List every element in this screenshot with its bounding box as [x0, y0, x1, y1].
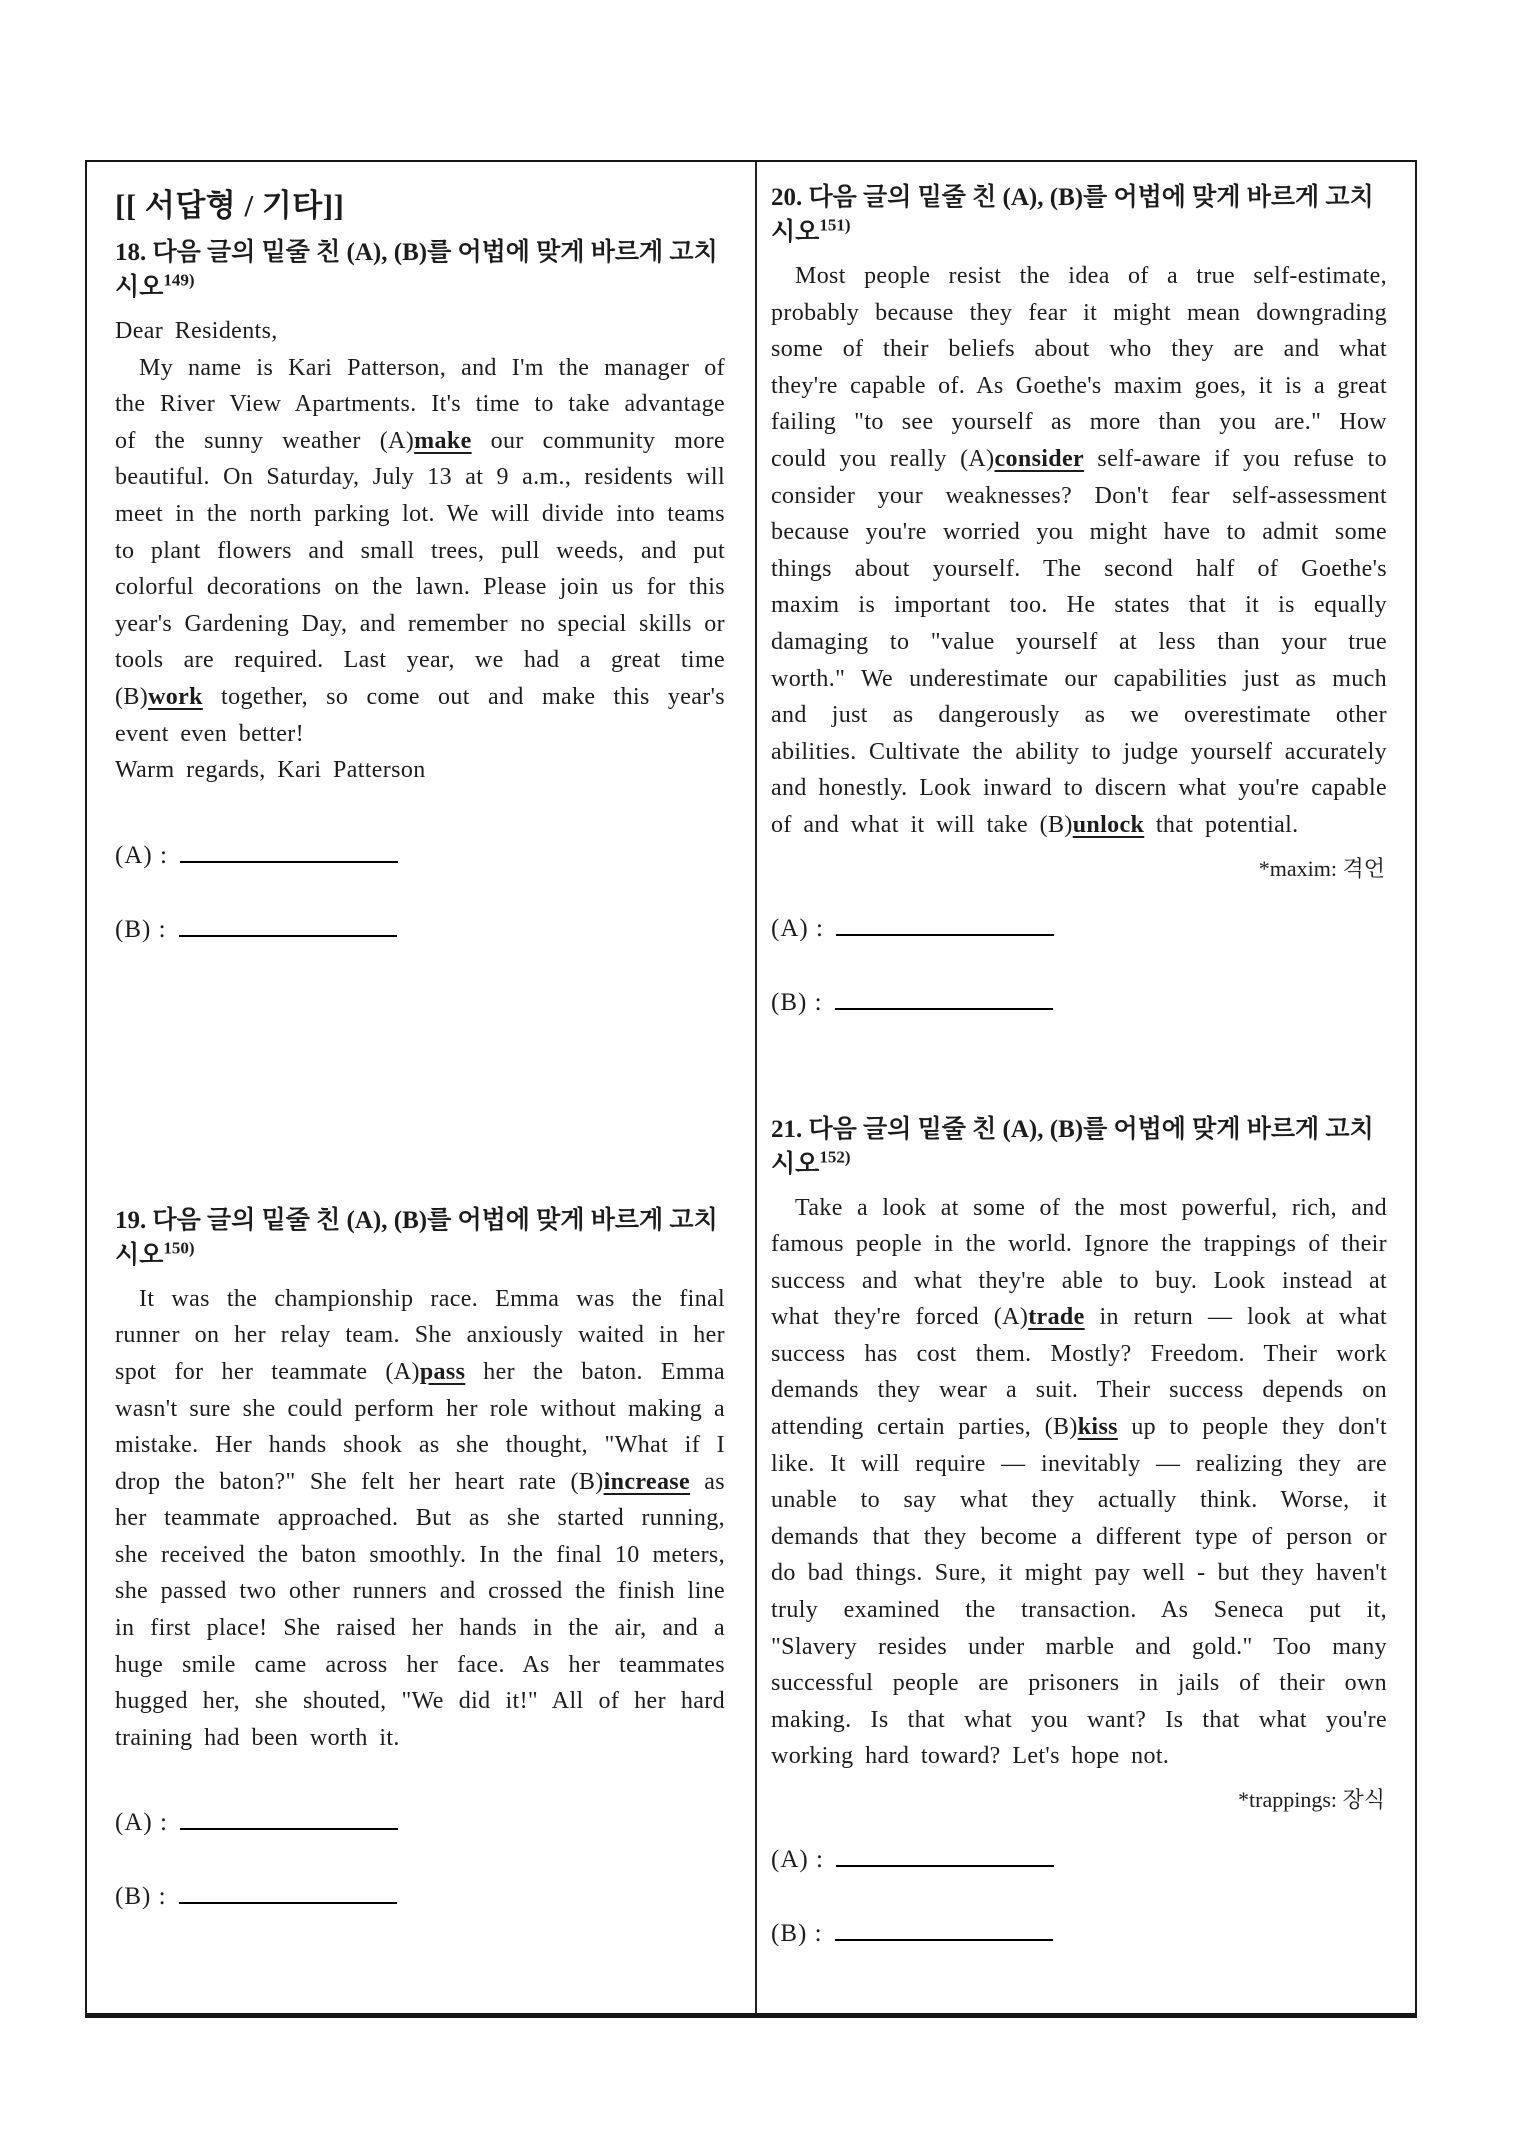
passage-body — [771, 258, 1387, 844]
passage-body — [115, 1281, 725, 1757]
answer-label-b: (B) : — [771, 1920, 823, 1947]
question-18 — [115, 235, 725, 945]
question-20-footnote: *maxim: 격언 — [1258, 855, 1385, 881]
passage-text: Warm regards, Kari Patterson — [115, 757, 426, 784]
underlined-target-word: pass — [419, 1358, 466, 1385]
passage-text: our community more beautiful. On Saturday, July 13 at 9 a.m., residents will meet in the north parking lot. We will divide into teams to plant flowers and small trees, pull weeds, and put colorful decorations on the lawn. Please join us for this year's Gardening Day, and remember no special skills or tools are required. Last year, we had a great time (B) — [115, 427, 726, 710]
answer-row-a — [771, 910, 1387, 944]
answer-row-a — [771, 1841, 1387, 1875]
question-19-answers — [115, 1804, 725, 1912]
answer-blank-b — [835, 1915, 1053, 1941]
question-20-answers — [771, 910, 1387, 1018]
underlined-target-word: work — [148, 683, 203, 710]
question-19-title-text: 19. 다음 글의 밑줄 친 (A), (B)를 어법에 맞게 바르게 고치시오 — [115, 1206, 718, 1269]
question-20 — [771, 180, 1387, 1018]
question-21-answers — [771, 1841, 1387, 1949]
passage-text: self-aware if you refuse to consider your weaknesses? Don't fear self-assessment because you're worried you might have to admit some things about yourself. The second half of Goethe's maxim is important too. He states that it is equally damaging to "value yourself at less than your true worth." We underestimate our capabilities just as much and just as dangerously as we overestimate other abilities. Cultivate the ability to judge yourself accurately and honestly. Look inward to discern what you're capable of and what it will take (B) — [771, 445, 1387, 838]
answer-blank-a — [836, 910, 1054, 936]
passage-text: in return ― look at what success has cost them. Mostly? Freedom. Their work demands they wear a suit. Their success depends on attending certain parties, (B) — [771, 1304, 1388, 1441]
right-column — [757, 162, 1415, 2013]
answer-label-b: (B) : — [115, 1883, 167, 1911]
passage-text: It was the championship race. Emma was the final runner on her relay team. She anxiously waited in her spot for her teammate (A) — [115, 1285, 725, 1385]
passage-text: My name is Kari Patterson, and I'm the manager of the River View Apartments. It's time to take advantage of the sunny weather (A) — [115, 354, 725, 454]
passage-text: Most people resist the idea of a true self-estimate, probably because they fear it might mean downgrading some of their beliefs about who they are and what they're capable of. As Goethe's maxim goes, it is a great failing "to see yourself as more than you are." How could you really (A) — [771, 263, 1387, 472]
passage-text: Take a look at some of the most powerful, rich, and famous people in the world. Ignore the trappings of their success and what they're able to buy. Look instead at what they're forced (A) — [771, 1194, 1387, 1331]
underlined-target-word: unlock — [1072, 811, 1145, 838]
passage-text: up to people they don't like. It will require ― inevitably ― realizing they are unable to say what they actually think. Worse, it demands that they become a different type of person or do bad things. Sure, it might pay well - but they haven't truly examined the transaction. As Seneca put it, "Slavery resides under marble and gold." Too many successful people are prisoners in jails of their own making. Is that what you want? Is that what you're working hard toward? Let's hope not. — [771, 1414, 1387, 1770]
answer-label-a: (A) : — [771, 914, 824, 942]
question-21-note-number: 152) — [819, 1147, 851, 1167]
answer-row-b — [115, 911, 725, 945]
underlined-target-word: make — [414, 427, 472, 454]
passage-text: that potential. — [1144, 811, 1299, 838]
question-21-passage — [771, 1190, 1387, 1776]
question-20-title — [771, 180, 1387, 250]
passage-salutation — [115, 313, 725, 350]
question-20-passage — [771, 258, 1387, 844]
question-19-title — [115, 1203, 725, 1273]
answer-blank-b — [179, 911, 397, 937]
question-21-title-text: 21. 다음 글의 밑줄 친 (A), (B)를 어법에 맞게 바르게 고치시오 — [771, 1115, 1374, 1178]
answer-row-b — [115, 1878, 725, 1912]
answer-label-a: (A) : — [771, 1846, 824, 1873]
question-20-title-text: 20. 다음 글의 밑줄 친 (A), (B)를 어법에 맞게 바르게 고치시오 — [771, 184, 1374, 246]
passage-body — [771, 1190, 1387, 1776]
passage-text: her the baton. Emma wasn't sure she could perform her role without making a mistake. Her hands shook as she thought, "What if I drop the baton?" She felt her heart rate (B) — [115, 1358, 725, 1495]
question-18-passage — [115, 313, 725, 789]
answer-blank-a — [836, 1841, 1054, 1867]
answer-row-a — [115, 837, 725, 871]
passage-text: as her teammate approached. But as she started running, she received the baton smoothly. In the final 10 meters, she passed two other runners and crossed the finish line in first place! She raised her hands in the air, and a huge smile came across her face. As her teammates hugged her, she shouted, "We did it!" All of her hard training had been worth it. — [115, 1468, 725, 1751]
worksheet-border — [85, 160, 1417, 2018]
answer-blank-a — [180, 837, 398, 863]
answer-blank-a — [180, 1804, 398, 1830]
question-19-note-number: 150) — [163, 1238, 195, 1258]
question-21 — [771, 1112, 1387, 1950]
question-20-note-number: 151) — [819, 215, 851, 235]
answer-blank-b — [835, 984, 1053, 1010]
answer-row-b — [771, 984, 1387, 1018]
answer-row-b — [771, 1915, 1387, 1949]
passage-text: Dear Residents, — [115, 318, 278, 344]
answer-label-b: (B) : — [115, 915, 167, 943]
answer-label-a: (A) : — [115, 1809, 168, 1837]
underlined-target-word: consider — [994, 445, 1085, 472]
passage-signature — [115, 752, 725, 789]
question-18-answers — [115, 837, 725, 945]
answer-label-a: (A) : — [115, 841, 168, 869]
answer-label-b: (B) : — [771, 988, 823, 1016]
left-column — [87, 162, 757, 2013]
underlined-target-word: increase — [603, 1468, 691, 1495]
question-18-note-number: 149) — [163, 270, 195, 290]
question-21-title — [771, 1112, 1387, 1182]
question-19 — [115, 1203, 725, 1913]
passage-body — [115, 350, 725, 753]
passage-text: together, so come out and make this year's event even better! — [115, 683, 725, 747]
question-19-passage — [115, 1281, 725, 1757]
underlined-target-word: kiss — [1077, 1414, 1118, 1441]
question-18-title-text: 18. 다음 글의 밑줄 친 (A), (B)를 어법에 맞게 바르게 고치시오 — [115, 239, 718, 301]
underlined-target-word: trade — [1028, 1304, 1085, 1331]
answer-blank-b — [179, 1878, 397, 1904]
answer-row-a — [115, 1804, 725, 1838]
section-header: [[ 서답형 / 기타]] — [115, 188, 345, 223]
question-21-footnote: *trappings: 장식 — [1238, 1787, 1385, 1812]
question-18-title — [115, 235, 725, 305]
